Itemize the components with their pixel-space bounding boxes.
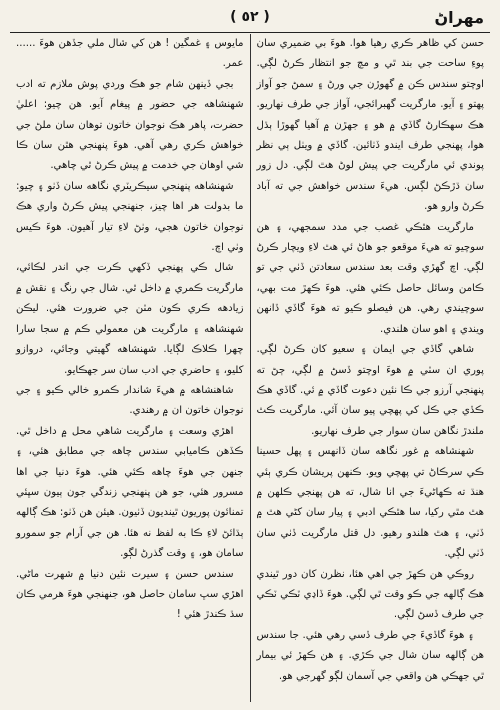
left-column	[10, 34, 250, 702]
paragraph: مارگريت هٿڪي غصب جي مدد سمجهي، ۽ هن سوچيو ته هيءَ موقعو جو هاڻ ئي هٿ لاءِ ويچار ڪرڻ لڳي. اچ گهڙي وقت بعد سندس سعادتن ڏٺي جي تو ڪامن وسائل حاصل ڪئي هئي. هوءَ ڪهڙ مت بهي، سوچيندي رهي. هن فيصلو ڪيو ته هوءَ گاڏي ڏانهن ويندي ۽ اهو سان هلندي.	[256, 221, 484, 335]
paragraph: شهنشاهه پنهنجي سيڪريٽري نگاهه سان ڏٺو ۽ چيو: ما بدولت هر اها چيز، جنهنجي پيش ڪرڻ واري هڪ نوجوان خاتون هجي، وٺڻ لاءِ تيار آهيون. هوءَ ڪيس وٺي اچ.	[16, 180, 244, 254]
right-column	[251, 34, 491, 702]
page-header	[10, 6, 490, 33]
paragraph: سندس حسن ۽ سيرت نئين دنيا ۾ شهرت ماڻي. اهڙي سڀ سامان حاصل هو، جنهنجي هوءَ هرمي ڪان سڌ ڪندڙ هئي !	[16, 568, 244, 621]
paragraph: شاهنشاهه ۾ هيءَ شاندار ڪمرو خالي ڪيو ۽ جي نوجوان خاتون ان ۾ رهندي.	[16, 384, 244, 417]
paragraph: بجي ڏينهن شام جو هڪ وردي پوش ملازم ته ادب شهنشاهه جي حضور ۾ پيغام آيو. هن چيو: اعليٰ حضرت، پاهر هڪ نوجوان خاتون توهان سان ملڻ جي خواهش ڪري رهي آهي. هوءَ پنهنجي هٿن سان ڪا شي اوهان جي خدمت ۾ پيش ڪرڻ ٿي چاهي.	[16, 78, 244, 172]
paragraph: اهڙي وسعت ۽ مارگريت شاهي محل ۾ داخل ٿي. ڪڏهن ڪاميابي سندس چاهه جي مطابق هئي، ۽ جنهن جي هوءَ چاهه ڪئي هئي. هوءَ دنيا جي اها مسرور هئي، جو هن پنهنجي زندگي جون ٻيون سڀئي تمنائون پوريون ٿينديون ڏٺيون. هيئن هن ڏٺو: هڪ ڳالهه ٻڌائڻ لاءِ ڪا به لفظ نه هئا. هن جي آرام جو سمورو سامان هو، ۽ وقت گذرڻ لڳو.	[16, 425, 244, 560]
paragraph: شاهي گاڏي جي ايمان ۽ سعيو کان ڪرڻ لڳي. پوري ان سٽي ۾ هوءَ اوچتو ڏسڻ ۾ لڳي، ڄڻ ته پنهنجي آرزو جي ڪا نئين دعوت گاڏي ۾ ئي. گاڏي هڪ ڪڏي جي ڪل کي پهچي پيو سان آئي. مارگريت ڪٿ ملندڙ نگاهن سان سوار جي طرف نهاريو.	[256, 344, 484, 437]
paragraph: مايوس ۽ غمگين ! هن کي شال ملي جڏهن هوءَ ...... عمر.	[16, 38, 244, 70]
paragraph: شال ڪي پهنجي ڏکهي ڪرت جي اندر لڪائي، مارگريت ڪمري ۾ داخل ٿي. شال جي رنگ ۽ نقش ۾ زيادهه ڪري ڪون مٽن جي ضرورت هئي. ليڪن شهنشاهه ۽ مارگريت هن معمولي ڪم ۾ سجا سارا چهرا ڪلاڪ لڳايا. شهنشاهه گهيتي وجائي، دروازو کليو، ۽ حاضري جي ادب سان سر جهڪايو.	[16, 262, 244, 376]
paragraph: حسن کي ظاهر ڪري رهيا هوا. هوءَ بي ضميري سان پوءِ ساحت جي بند ٿي و مچ جو انتظار ڪرڻ لڳي. اوچتو سندس ڪن ۾ گهوڙن جي ورڻ ۽ سمڻ جو آواز پهتو ۽ آيو. مارگريت گهبرائجي، آواز جي طرف نهاريو. هڪ سهڪارڻ گاڏي ۾ هو ۽ جهڙن ۾ آهيا گهوڙا ٻڌل هوا، پهنجي طرف ايندو ڏٺائين. گاڏي ۾ ويٺل ٻي نظر پوندي ئي مارگريت جي پيش لوڻ هٿ لڳي. دل زور سان ڌڙڪڻ لڳس. هيءَ سندس خواهش جي ته آباد ڪرڻ وارو هو.	[256, 38, 484, 213]
paragraph: روڪي هن ڪهڙ جي اهي هئا، نظرن کان دور ٿيندي هڪ ڳالهه جي ڪو وقت ٿي لڳي. هوءَ ڏاڍي ٽڪي ٽڪي جي طرف ڏسڻ لڳي.	[256, 568, 484, 621]
text-columns	[10, 34, 490, 702]
paragraph: شهنشاهه ۾ غور نگاهه سان ڏانهس ۽ پهل حسينا ڪي سرڪاڻ تي پهچي ويو. ڪنهن پريشان ڪري ٻئي هنڌ ته ڪهاڻيءَ جي انا شال، ته هن پهنجي ڪلهن ۾ هٿ مٿي رکيا، سا هٿڪي ادبي ۽ پيار سان کڻي هٿ ۾ ڏٺي، ۽ هٿ هلندو رهيو. دل قتل مارگريت ڏٺي سان ڏٺي لڳي.	[256, 446, 484, 560]
page-number: ( ٥٢ )	[230, 9, 270, 25]
paragraph: ۽ هوءَ گاڏيءَ جي طرف ڏسي رهي هئي. جا سندس هن ڳالهه سان شال جي ڪڙي. ۽ هن ڪهڙ ئي بيمار ٿي جهڪي هن واقعي جي آسمان لڳو گهرجي هو.	[256, 629, 484, 682]
magazine-title: مهراڻ	[434, 8, 484, 27]
